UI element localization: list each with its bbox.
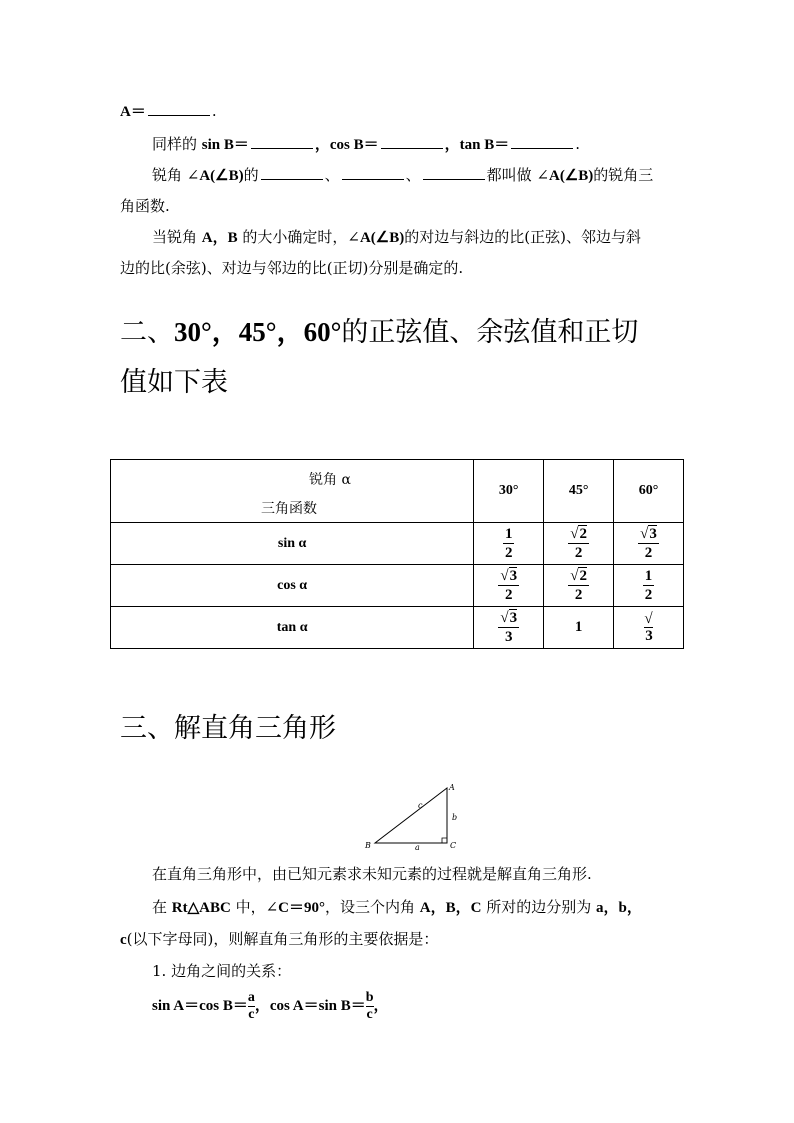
blank-fill	[261, 165, 323, 180]
span: √ 3	[644, 611, 653, 644]
span: 3	[509, 610, 518, 626]
text-line-a-equals	[120, 101, 217, 122]
span	[568, 585, 589, 586]
fn-cos-label: cos α	[111, 565, 474, 607]
span	[498, 627, 519, 628]
span: 3	[645, 628, 653, 644]
tan-60-cell	[614, 607, 684, 649]
text-span: c	[366, 1006, 373, 1022]
span	[503, 543, 515, 544]
right-angle-marker	[442, 838, 447, 843]
span: 1	[504, 526, 513, 542]
blank-fill	[342, 165, 404, 180]
fraction-a-over-c	[248, 991, 255, 1022]
sin-45-cell	[544, 523, 614, 565]
sin-60-cell	[614, 523, 684, 565]
text-span: 、	[324, 166, 340, 184]
cos-60-cell	[614, 565, 684, 607]
vertex-b-label: B	[365, 841, 371, 850]
formula-line	[152, 988, 389, 1023]
sin-30-cell	[474, 523, 544, 565]
text-span: 锐角 ∠	[152, 166, 200, 184]
cos-b-label: ，cos B＝	[314, 137, 379, 153]
text-span: 的对边与斜边的比(正弦)、邻边与斜	[404, 228, 641, 246]
span: √2	[570, 568, 587, 584]
span: 3	[649, 526, 657, 542]
side-c-label: c	[418, 801, 423, 810]
div	[111, 460, 473, 522]
text-span: A(∠B)	[199, 168, 244, 184]
text-span: 二、	[120, 317, 174, 348]
text-span: 的正弦值、余弦值和正切	[341, 317, 639, 348]
span	[568, 568, 589, 603]
text-line-rt-abc	[152, 897, 642, 918]
blank-fill	[148, 101, 210, 116]
span: 2	[504, 545, 513, 561]
section-heading-2-cont: 值如下表	[120, 367, 228, 398]
text-span: c	[248, 1006, 255, 1022]
span	[638, 543, 659, 544]
text-span: a	[247, 989, 255, 1005]
triangle-shape	[375, 788, 447, 843]
span	[498, 568, 519, 603]
section-heading-2	[120, 315, 638, 350]
span: 3	[509, 568, 518, 584]
span: √2	[570, 526, 587, 542]
angle-30-header: 30°	[474, 460, 544, 523]
fn-sin-label: sin α	[111, 523, 474, 565]
side-b-label: b	[452, 813, 458, 822]
span: 2	[579, 568, 587, 584]
text-span: ，	[373, 998, 389, 1014]
span: √3	[500, 610, 518, 626]
span: 2	[504, 587, 513, 603]
span: 2	[579, 526, 587, 542]
text-span: b	[365, 989, 374, 1005]
text-line-ratio: 边的比(余弦)、对边与邻边的比(正切)分别是确定的.	[120, 259, 464, 277]
formula-sin-a: sin A＝cos B＝	[152, 998, 248, 1014]
text-line-when-angle	[152, 227, 641, 248]
span: 2	[574, 587, 583, 603]
text-line-relations-heading: 1. 边角之间的关系：	[152, 962, 292, 980]
period: .	[211, 102, 217, 120]
sin-b-label: sin B＝	[201, 137, 249, 153]
table-row-sin	[111, 523, 684, 565]
text-span: 30°，45°，60°	[174, 317, 342, 347]
trig-values-table	[110, 459, 684, 649]
tan-45-cell: 1	[544, 607, 614, 649]
cos-30-cell	[474, 565, 544, 607]
span	[498, 585, 519, 586]
text-span: C＝90°	[278, 900, 326, 916]
fn-tan-label: tan α	[111, 607, 474, 649]
text-line-sin-cos-tan-b	[152, 134, 580, 155]
text-span: Rt△ABC	[171, 900, 231, 916]
span: 2	[644, 545, 653, 561]
text-line-solve-definition: 在直角三角形中，由已知元素求未知元素的过程就是解直角三角形.	[152, 865, 592, 883]
text-span: 都叫做 ∠	[486, 166, 550, 184]
text-span: A(∠B)	[359, 230, 405, 246]
section-heading-3: 三、解直角三角形	[120, 713, 336, 744]
span	[503, 526, 515, 561]
text-span: A，B	[201, 230, 238, 246]
span	[643, 585, 655, 586]
text-span: 的大小确定时，∠	[237, 228, 360, 246]
tan-b-label: ，tan B＝	[444, 137, 510, 153]
table-row-tan	[111, 607, 684, 649]
angle-45-header: 45°	[544, 460, 614, 523]
text-span: ，设三个内角	[325, 898, 420, 916]
header-angle-label: 锐角 α	[309, 472, 351, 488]
text-span: (以下字母同)，则解直角三角形的主要依据是：	[126, 930, 439, 948]
text-span: 所对的边分别为	[481, 898, 597, 916]
cos-45-cell	[544, 565, 614, 607]
text-line-acute-angle	[152, 165, 653, 186]
fraction-b-over-c	[366, 991, 374, 1022]
span	[643, 568, 655, 603]
text-span: 中，∠	[230, 898, 279, 916]
angle-60-header: 60°	[614, 460, 684, 523]
text-span: 在	[152, 898, 172, 916]
side-a-label: a	[415, 843, 420, 852]
table-row-cos	[111, 565, 684, 607]
span: √3	[500, 568, 518, 584]
blank-fill	[381, 134, 443, 149]
tan-30-cell	[474, 607, 544, 649]
blank-fill	[511, 134, 573, 149]
text-span: a，b，	[596, 900, 642, 916]
period: .	[575, 135, 581, 153]
span: 3	[504, 629, 513, 645]
blank-fill	[423, 165, 485, 180]
span	[568, 543, 589, 544]
text-span: 的锐角三	[593, 166, 654, 184]
vertex-c-label: C	[450, 841, 457, 850]
text-span: 当锐角	[152, 228, 202, 246]
text-span: c	[120, 932, 127, 948]
right-triangle-diagram	[360, 780, 470, 852]
span: 1	[644, 568, 653, 584]
blank-fill	[251, 134, 313, 149]
text-span: A，B，C	[419, 900, 482, 916]
formula-cos-a: ，cos A＝sin B＝	[254, 998, 366, 1014]
table-header-cell	[111, 460, 474, 523]
span: √3	[640, 526, 657, 542]
table-header-row	[111, 460, 684, 523]
a-equals-label: A＝	[120, 104, 146, 120]
text-line-basis	[120, 929, 438, 950]
span	[498, 610, 519, 645]
text-line-function: 角函数.	[120, 197, 170, 215]
header-function-label: 三角函数	[261, 501, 317, 517]
text-span: A(∠B)	[549, 168, 594, 184]
span	[568, 526, 589, 561]
span: 2	[574, 545, 583, 561]
span: 2	[644, 587, 653, 603]
span	[638, 526, 659, 561]
text-span: 、	[405, 166, 421, 184]
text-span: 的	[243, 166, 259, 184]
vertex-a-label: A	[449, 783, 455, 792]
prefix-text: 同样的	[152, 135, 202, 153]
